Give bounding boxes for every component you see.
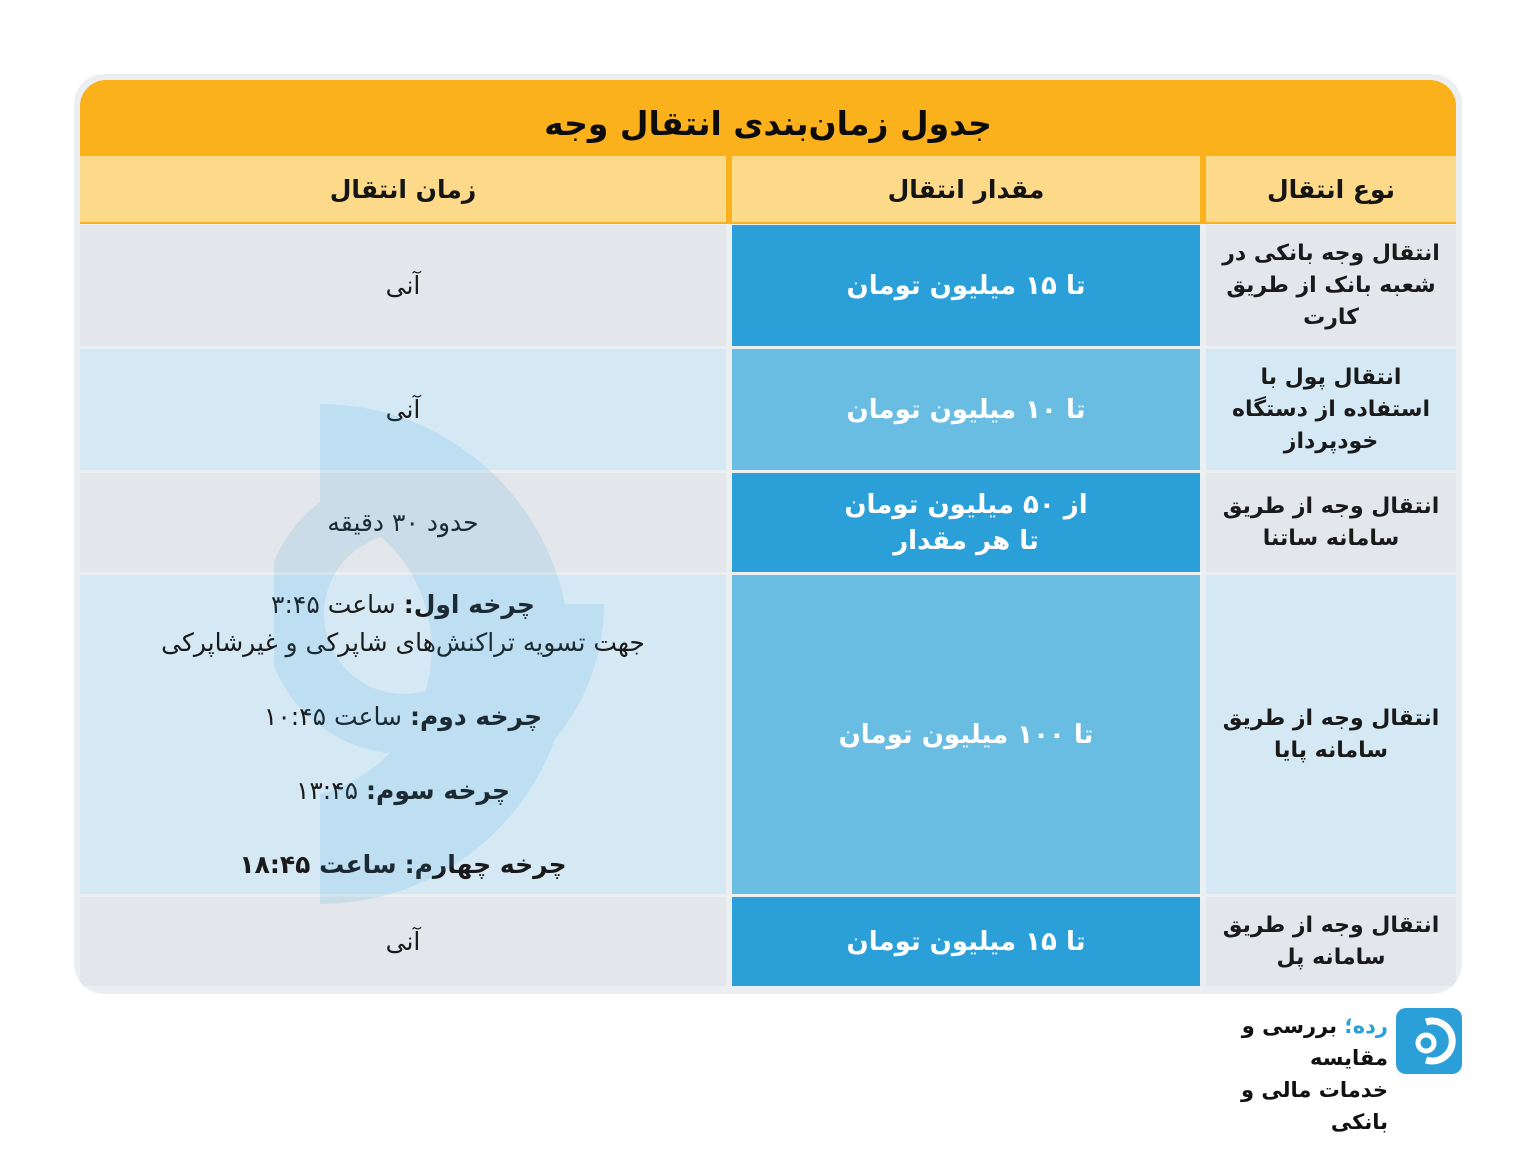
row-2-time: آنی [80, 349, 726, 470]
brand-tagline-2: خدمات مالی و بانکی [1241, 1078, 1388, 1134]
row-1-amount: تا ۱۵ میلیون تومان [732, 225, 1200, 346]
cycle-1-note: جهت تسویه تراکنش‌های شاپرکی و غیرشاپرکی [161, 627, 645, 657]
header-transfer-type: نوع انتقال [1206, 156, 1456, 222]
brand-text [1188, 1010, 1388, 1138]
row-5-amount: تا ۱۵ میلیون تومان [732, 897, 1200, 986]
row-3-type: انتقال وجه از طریق سامانه ساتنا [1206, 473, 1456, 572]
brand-footer [1190, 1006, 1466, 1134]
row-4-time-cycles [80, 575, 726, 894]
brand-name: رده؛ [1344, 1014, 1388, 1038]
row-1-type: انتقال وجه بانکی در شعبه بانک از طریق کارت [1206, 225, 1456, 346]
header-transfer-amount: مقدار انتقال [732, 156, 1200, 222]
header-transfer-time: زمان انتقال [80, 156, 726, 222]
row-4-amount: تا ۱۰۰ میلیون تومان [732, 575, 1200, 894]
brand-tagline-1: بررسی و مقایسه [1241, 1014, 1388, 1070]
cycle-2: چرخه دوم: ساعت ۱۰:۴۵ [263, 701, 543, 731]
row-5-type: انتقال وجه از طریق سامانه پل [1206, 897, 1456, 986]
row-5-time: آنی [80, 897, 726, 986]
row-3-amount: از ۵۰ میلیون تومان تا هر مقدار [732, 473, 1200, 572]
row-1-time: آنی [80, 225, 726, 346]
row-4-type: انتقال وجه از طریق سامانه پایا [1206, 575, 1456, 894]
cycle-1: چرخه اول: ساعت ۳:۴۵ [271, 589, 535, 619]
row-2-type: انتقال پول با استفاده از دستگاه خودپرداز [1206, 349, 1456, 470]
cycle-3: چرخه سوم: ۱۳:۴۵ [295, 775, 511, 805]
table-title: جدول زمان‌بندی انتقال وجه [544, 104, 992, 143]
transfer-schedule-card [74, 74, 1462, 994]
row-3-time: حدود ۳۰ دقیقه [80, 473, 726, 572]
row-2-amount: تا ۱۰ میلیون تومان [732, 349, 1200, 470]
cycle-4: چرخه چهارم: ساعت ۱۸:۴۵ [239, 849, 567, 879]
radeh-logo-icon [1396, 1008, 1462, 1074]
